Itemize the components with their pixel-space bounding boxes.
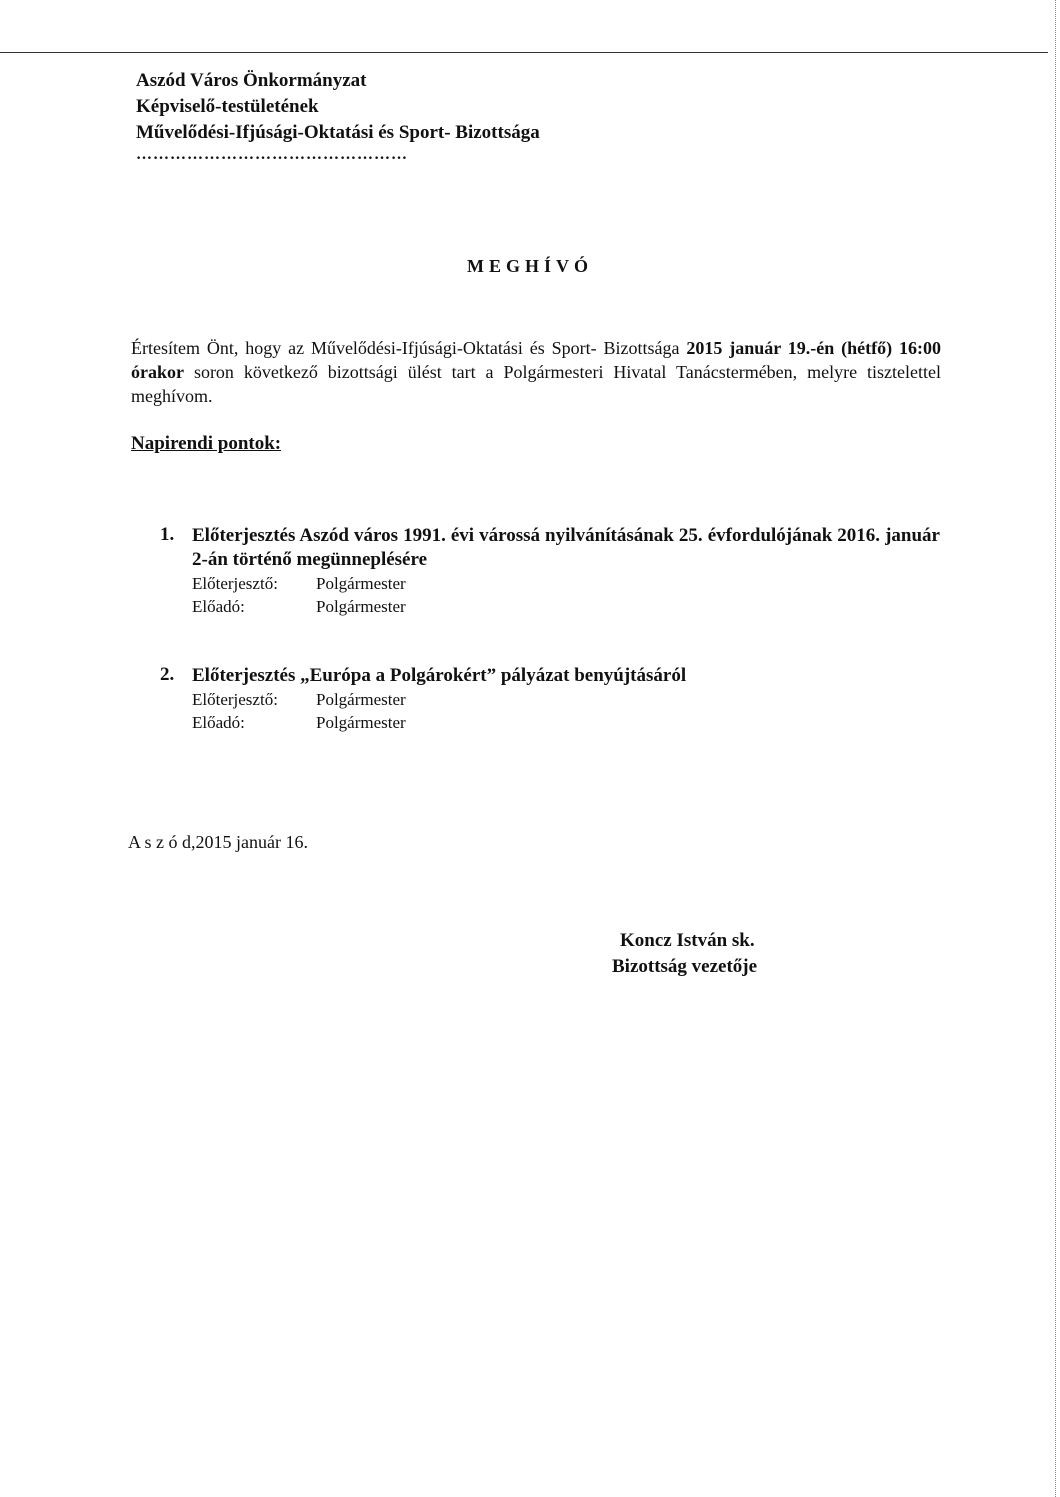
agenda-item-presenter <box>192 595 940 618</box>
presenter-value: Polgármester <box>316 597 406 616</box>
agenda-item <box>160 524 940 618</box>
agenda-item-title: Előterjesztés „Európa a Polgárokért” pályázat benyújtásáról <box>192 665 687 686</box>
agenda-item-title: Előterjesztés Aszód város 1991. évi várossá nyilvánításának 25. évfordulójának 2016. január 2-án történő megünneplésére <box>192 525 940 570</box>
scan-edge-marks <box>1049 0 1056 1497</box>
invitation-text-part-2: soron következő bizottsági ülést tart a Polgármesteri Hivatal Tanácstermében, melyre tisztelettel meghívom. <box>131 362 941 406</box>
presenter-label: Előadó: <box>192 713 245 732</box>
agenda-heading: Napirendi pontok: <box>131 433 282 454</box>
presenter-label: Előadó: <box>192 597 245 616</box>
submitter-label: Előterjesztő: <box>192 690 278 709</box>
letterhead <box>136 68 540 146</box>
letterhead-line-1: Aszód Város Önkormányzat <box>136 70 367 91</box>
document-title: MEGHÍVÓ <box>466 256 593 276</box>
signature-block <box>612 928 757 980</box>
signatory-name: Koncz István sk. <box>620 930 755 951</box>
invitation-text-part-1: Értesítem Önt, hogy az Művelődési-Ifjúsági-Oktatási és Sport- Bizottsága <box>131 338 687 358</box>
presenter-value: Polgármester <box>316 713 406 732</box>
agenda-item-number: 2. <box>160 664 175 685</box>
place-and-date: A s z ó d,2015 január 16. <box>128 832 308 852</box>
agenda-item-number: 1. <box>160 524 175 545</box>
meeting-date: 2015 január 19.-én (hétfő) 16:00 órakor <box>131 338 941 382</box>
submitter-value: Polgármester <box>316 574 406 593</box>
top-rule <box>0 52 1048 53</box>
letterhead-line-2: Képviselő-testületének <box>136 96 319 117</box>
agenda-item-presenter <box>192 711 940 734</box>
letterhead-line-3: Művelődési-Ifjúsági-Oktatási és Sport- Bizottsága <box>136 122 540 143</box>
dotted-line: ………………………………………… <box>136 146 408 163</box>
submitter-value: Polgármester <box>316 690 406 709</box>
signatory-role: Bizottság vezetője <box>612 956 758 977</box>
agenda-item-submitter <box>192 572 940 595</box>
agenda-item-submitter <box>192 688 940 711</box>
submitter-label: Előterjesztő: <box>192 574 278 593</box>
invitation-text <box>131 336 941 408</box>
agenda-item <box>160 664 940 734</box>
